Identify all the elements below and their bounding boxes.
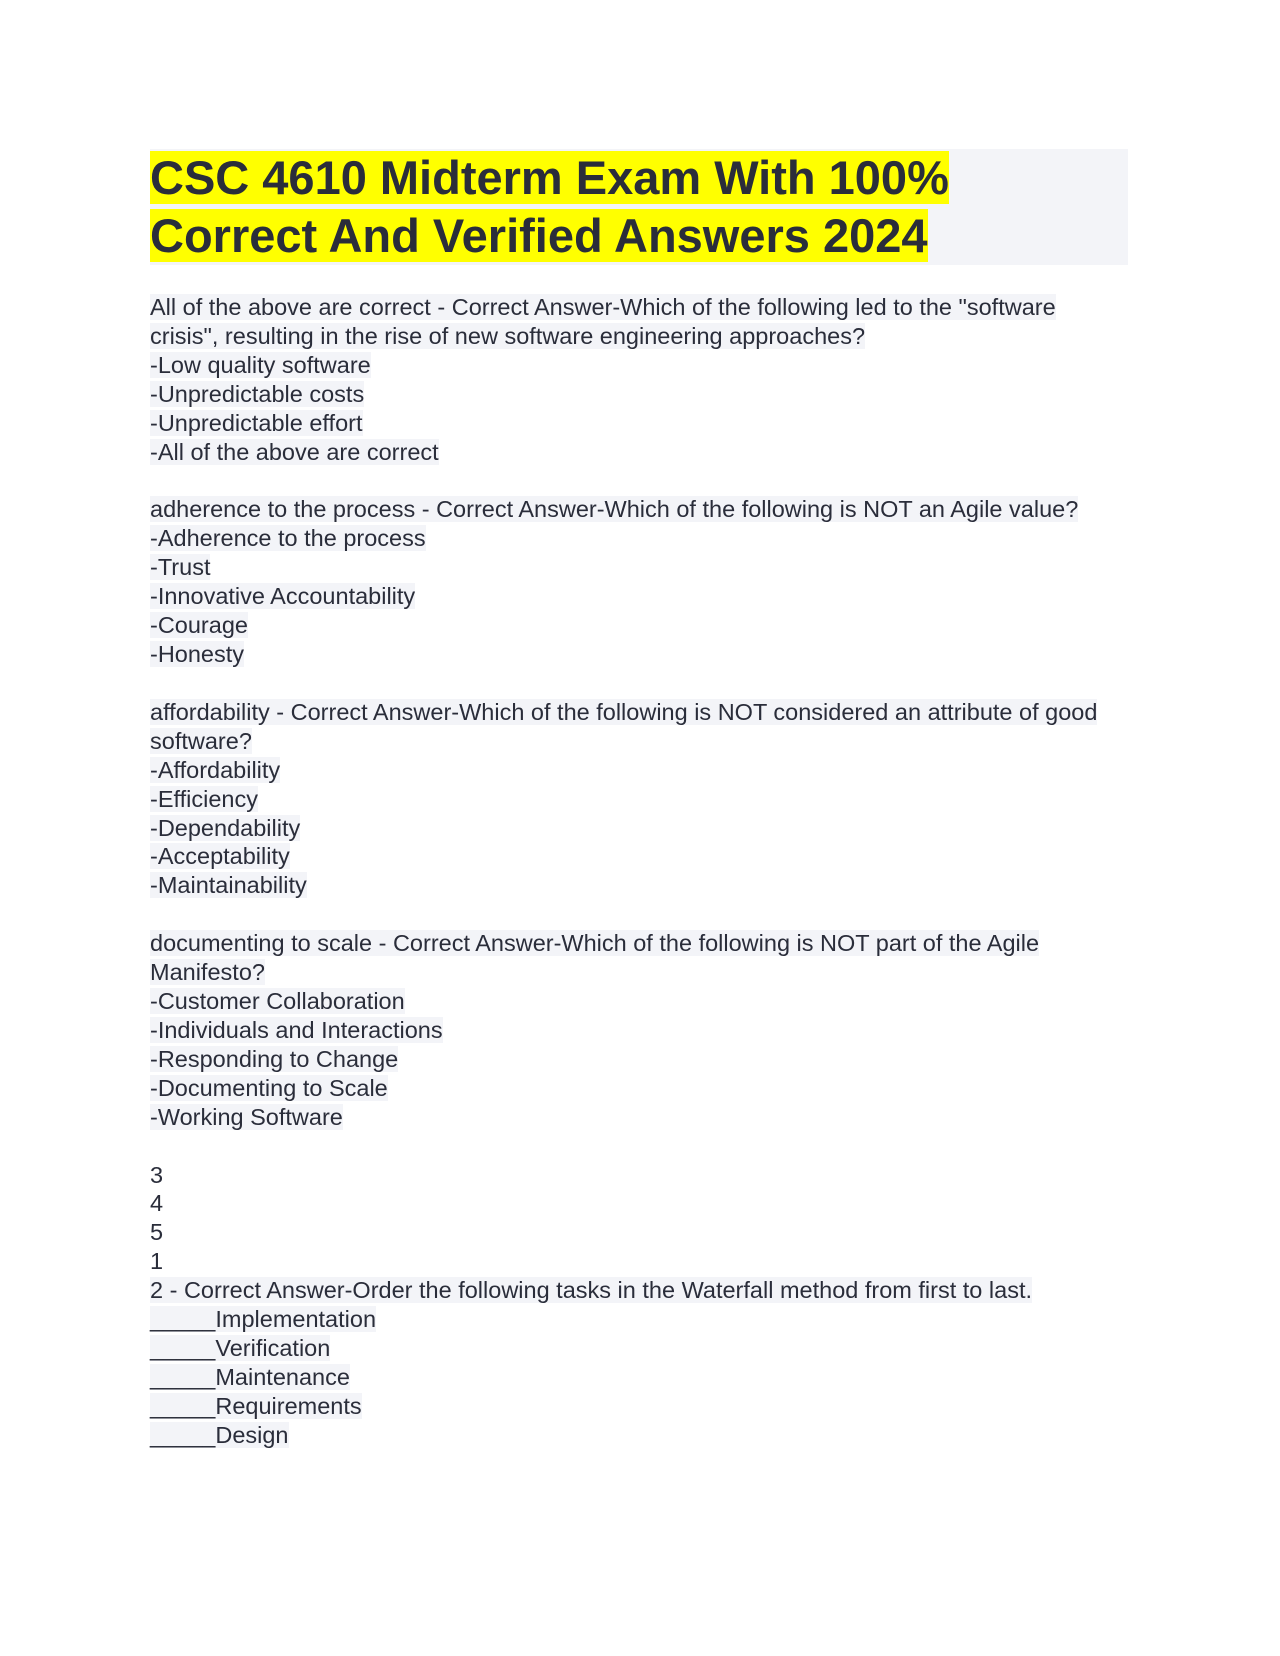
title-block <box>150 149 1128 265</box>
option-line <box>150 438 1130 467</box>
option-text: -Affordability <box>150 756 281 783</box>
document-page <box>150 149 1130 1479</box>
answer-number-text: 3 <box>150 1161 164 1188</box>
option-line <box>150 1045 1130 1074</box>
option-text: -Maintainability <box>150 872 307 899</box>
option-text: -Acceptability <box>150 843 290 870</box>
answer-number <box>150 1218 1130 1247</box>
option-line <box>150 611 1130 640</box>
question-text-content: adherence to the process - Correct Answer-Which of the following is NOT an Agile value? <box>150 496 1079 523</box>
option-text: _____Implementation <box>150 1306 377 1333</box>
option-line <box>150 1305 1130 1334</box>
option-text: _____Design <box>150 1421 289 1448</box>
answer-number-text: 5 <box>150 1219 164 1246</box>
option-line <box>150 640 1130 669</box>
option-text: _____Requirements <box>150 1392 362 1419</box>
answer-number <box>150 1247 1130 1276</box>
option-text: _____Maintenance <box>150 1363 350 1390</box>
qa-item-5 <box>150 1161 1130 1450</box>
option-text: -Courage <box>150 612 248 639</box>
option-text: -Unpredictable effort <box>150 409 363 436</box>
option-line <box>150 1074 1130 1103</box>
answer-number <box>150 1189 1130 1218</box>
option-line <box>150 987 1130 1016</box>
option-line <box>150 871 1130 900</box>
question-text-content: 2 - Correct Answer-Order the following tasks in the Waterfall method from first to last. <box>150 1277 1032 1304</box>
question-text-content: documenting to scale - Correct Answer-Which of the following is NOT part of the Agile Manifesto? <box>150 930 1040 986</box>
option-text: -Dependability <box>150 814 301 841</box>
answer-number <box>150 1161 1130 1190</box>
option-line <box>150 409 1130 438</box>
option-text: -Documenting to Scale <box>150 1074 388 1101</box>
option-line <box>150 756 1130 785</box>
qa-item-2 <box>150 495 1130 668</box>
title-line-1: CSC 4610 Midterm Exam With 100% <box>150 151 949 204</box>
option-line <box>150 1016 1130 1045</box>
option-line <box>150 842 1130 871</box>
option-line <box>150 1363 1130 1392</box>
option-text: -Adherence to the process <box>150 525 426 552</box>
answer-number-text: 4 <box>150 1190 164 1217</box>
option-line <box>150 1334 1130 1363</box>
question-text <box>150 495 1130 524</box>
option-line <box>150 1392 1130 1421</box>
question-text-content: All of the above are correct - Correct Answer-Which of the following led to the "software crisis", resulting in the rise of new software engineering approaches? <box>150 294 1056 349</box>
question-text-content: affordability - Correct Answer-Which of the following is NOT considered an attribute of good software? <box>150 698 1098 754</box>
option-text: -Responding to Change <box>150 1045 399 1072</box>
option-line <box>150 524 1130 553</box>
option-line <box>150 380 1130 409</box>
document-title <box>150 149 1128 265</box>
question-text <box>150 698 1130 756</box>
question-text <box>150 293 1130 351</box>
option-text: _____Verification <box>150 1335 331 1361</box>
answer-number-text: 1 <box>150 1248 164 1275</box>
title-line-2: Correct And Verified Answers 2024 <box>150 209 928 262</box>
qa-list <box>150 293 1130 1450</box>
option-line <box>150 1421 1130 1450</box>
option-text: -Working Software <box>150 1103 343 1130</box>
option-text: -Trust <box>150 554 211 581</box>
option-line <box>150 1103 1130 1132</box>
option-text: -Honesty <box>150 640 245 667</box>
option-line <box>150 351 1130 380</box>
option-text: -Individuals and Interactions <box>150 1016 443 1043</box>
option-text: -Efficiency <box>150 785 258 812</box>
qa-item-1 <box>150 293 1130 466</box>
option-line <box>150 785 1130 814</box>
option-text: -Unpredictable costs <box>150 380 365 407</box>
option-text: -Customer Collaboration <box>150 988 405 1015</box>
question-text <box>150 1276 1130 1305</box>
option-line <box>150 553 1130 582</box>
option-line <box>150 582 1130 611</box>
option-text: -Low quality software <box>150 351 371 378</box>
qa-item-3 <box>150 698 1130 900</box>
option-text: -All of the above are correct <box>150 438 439 465</box>
question-text <box>150 929 1130 987</box>
option-line <box>150 814 1130 843</box>
option-text: -Innovative Accountability <box>150 583 416 610</box>
qa-item-4 <box>150 929 1130 1131</box>
